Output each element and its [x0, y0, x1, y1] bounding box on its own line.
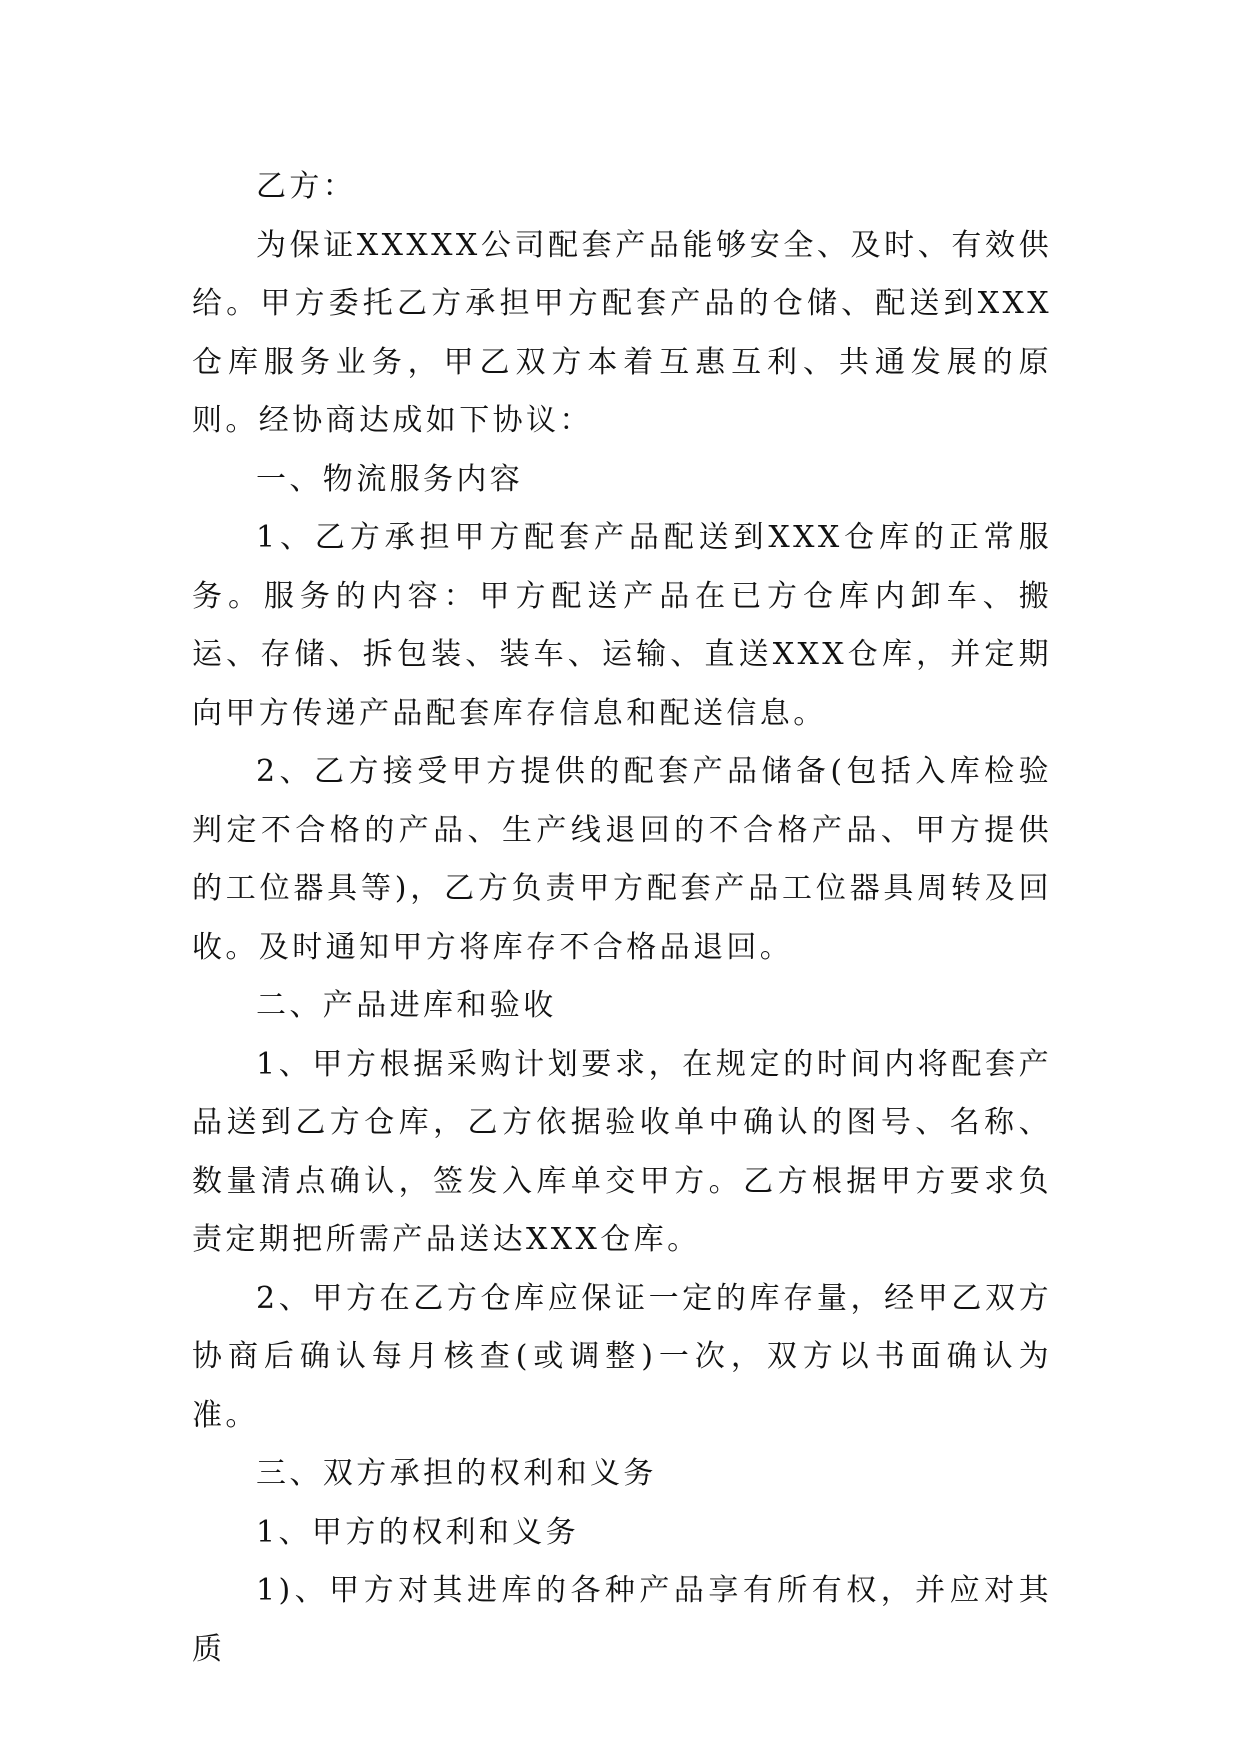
paragraph-receiving-item-2: 2、甲方在乙方仓库应保证一定的库存量，经甲乙双方协商后确认每月核查(或调整)一次，双方以书面确认为准。 — [192, 1280, 1052, 1433]
paragraph-service-item-2: 2、乙方接受甲方提供的配套产品储备(包括入库检验判定不合格的产品、生产线退回的不合格产品、甲方提供的工位器具等)，乙方负责甲方配套产品工位器具周转及回收。及时通知甲方将库存不合格品退回。 — [192, 754, 1052, 965]
subheading-party-a-rights: 1、甲方的权利和义务 — [256, 1514, 580, 1550]
document-body — [192, 158, 1052, 1679]
section-heading-rights-obligations: 三、双方承担的权利和义务 — [256, 1456, 657, 1491]
paragraph-service-item-1: 1、乙方承担甲方配套产品配送到XXX仓库的正常服务。服务的内容：甲方配送产品在已方仓库内卸车、搬运、存储、拆包装、装车、运输、直送XXX仓库，并定期向甲方传递产品配套库存信息和配送信息。 — [192, 520, 1052, 731]
paragraph-preamble: 为保证XXXXX公司配套产品能够安全、及时、有效供给。甲方委托乙方承担甲方配套产品的仓储、配送到XXX仓库服务业务，甲乙双方本着互惠互利、共通发展的原则。经协商达成如下协议： — [192, 227, 1052, 438]
paragraph-party-b: 乙方： — [256, 169, 357, 204]
section-heading-logistics-services: 一、物流服务内容 — [256, 461, 524, 497]
section-heading-receiving-inspection: 二、产品进库和验收 — [256, 988, 557, 1023]
paragraph-receiving-item-1: 1、甲方根据采购计划要求，在规定的时间内将配套产品送到乙方仓库，乙方依据验收单中确认的图号、名称、数量清点确认，签发入库单交甲方。乙方根据甲方要求负责定期把所需产品送达XXX仓库。 — [192, 1046, 1052, 1257]
paragraph-party-a-rights-item-1: 1)、甲方对其进库的各种产品享有所有权，并应对其质 — [192, 1573, 1052, 1667]
